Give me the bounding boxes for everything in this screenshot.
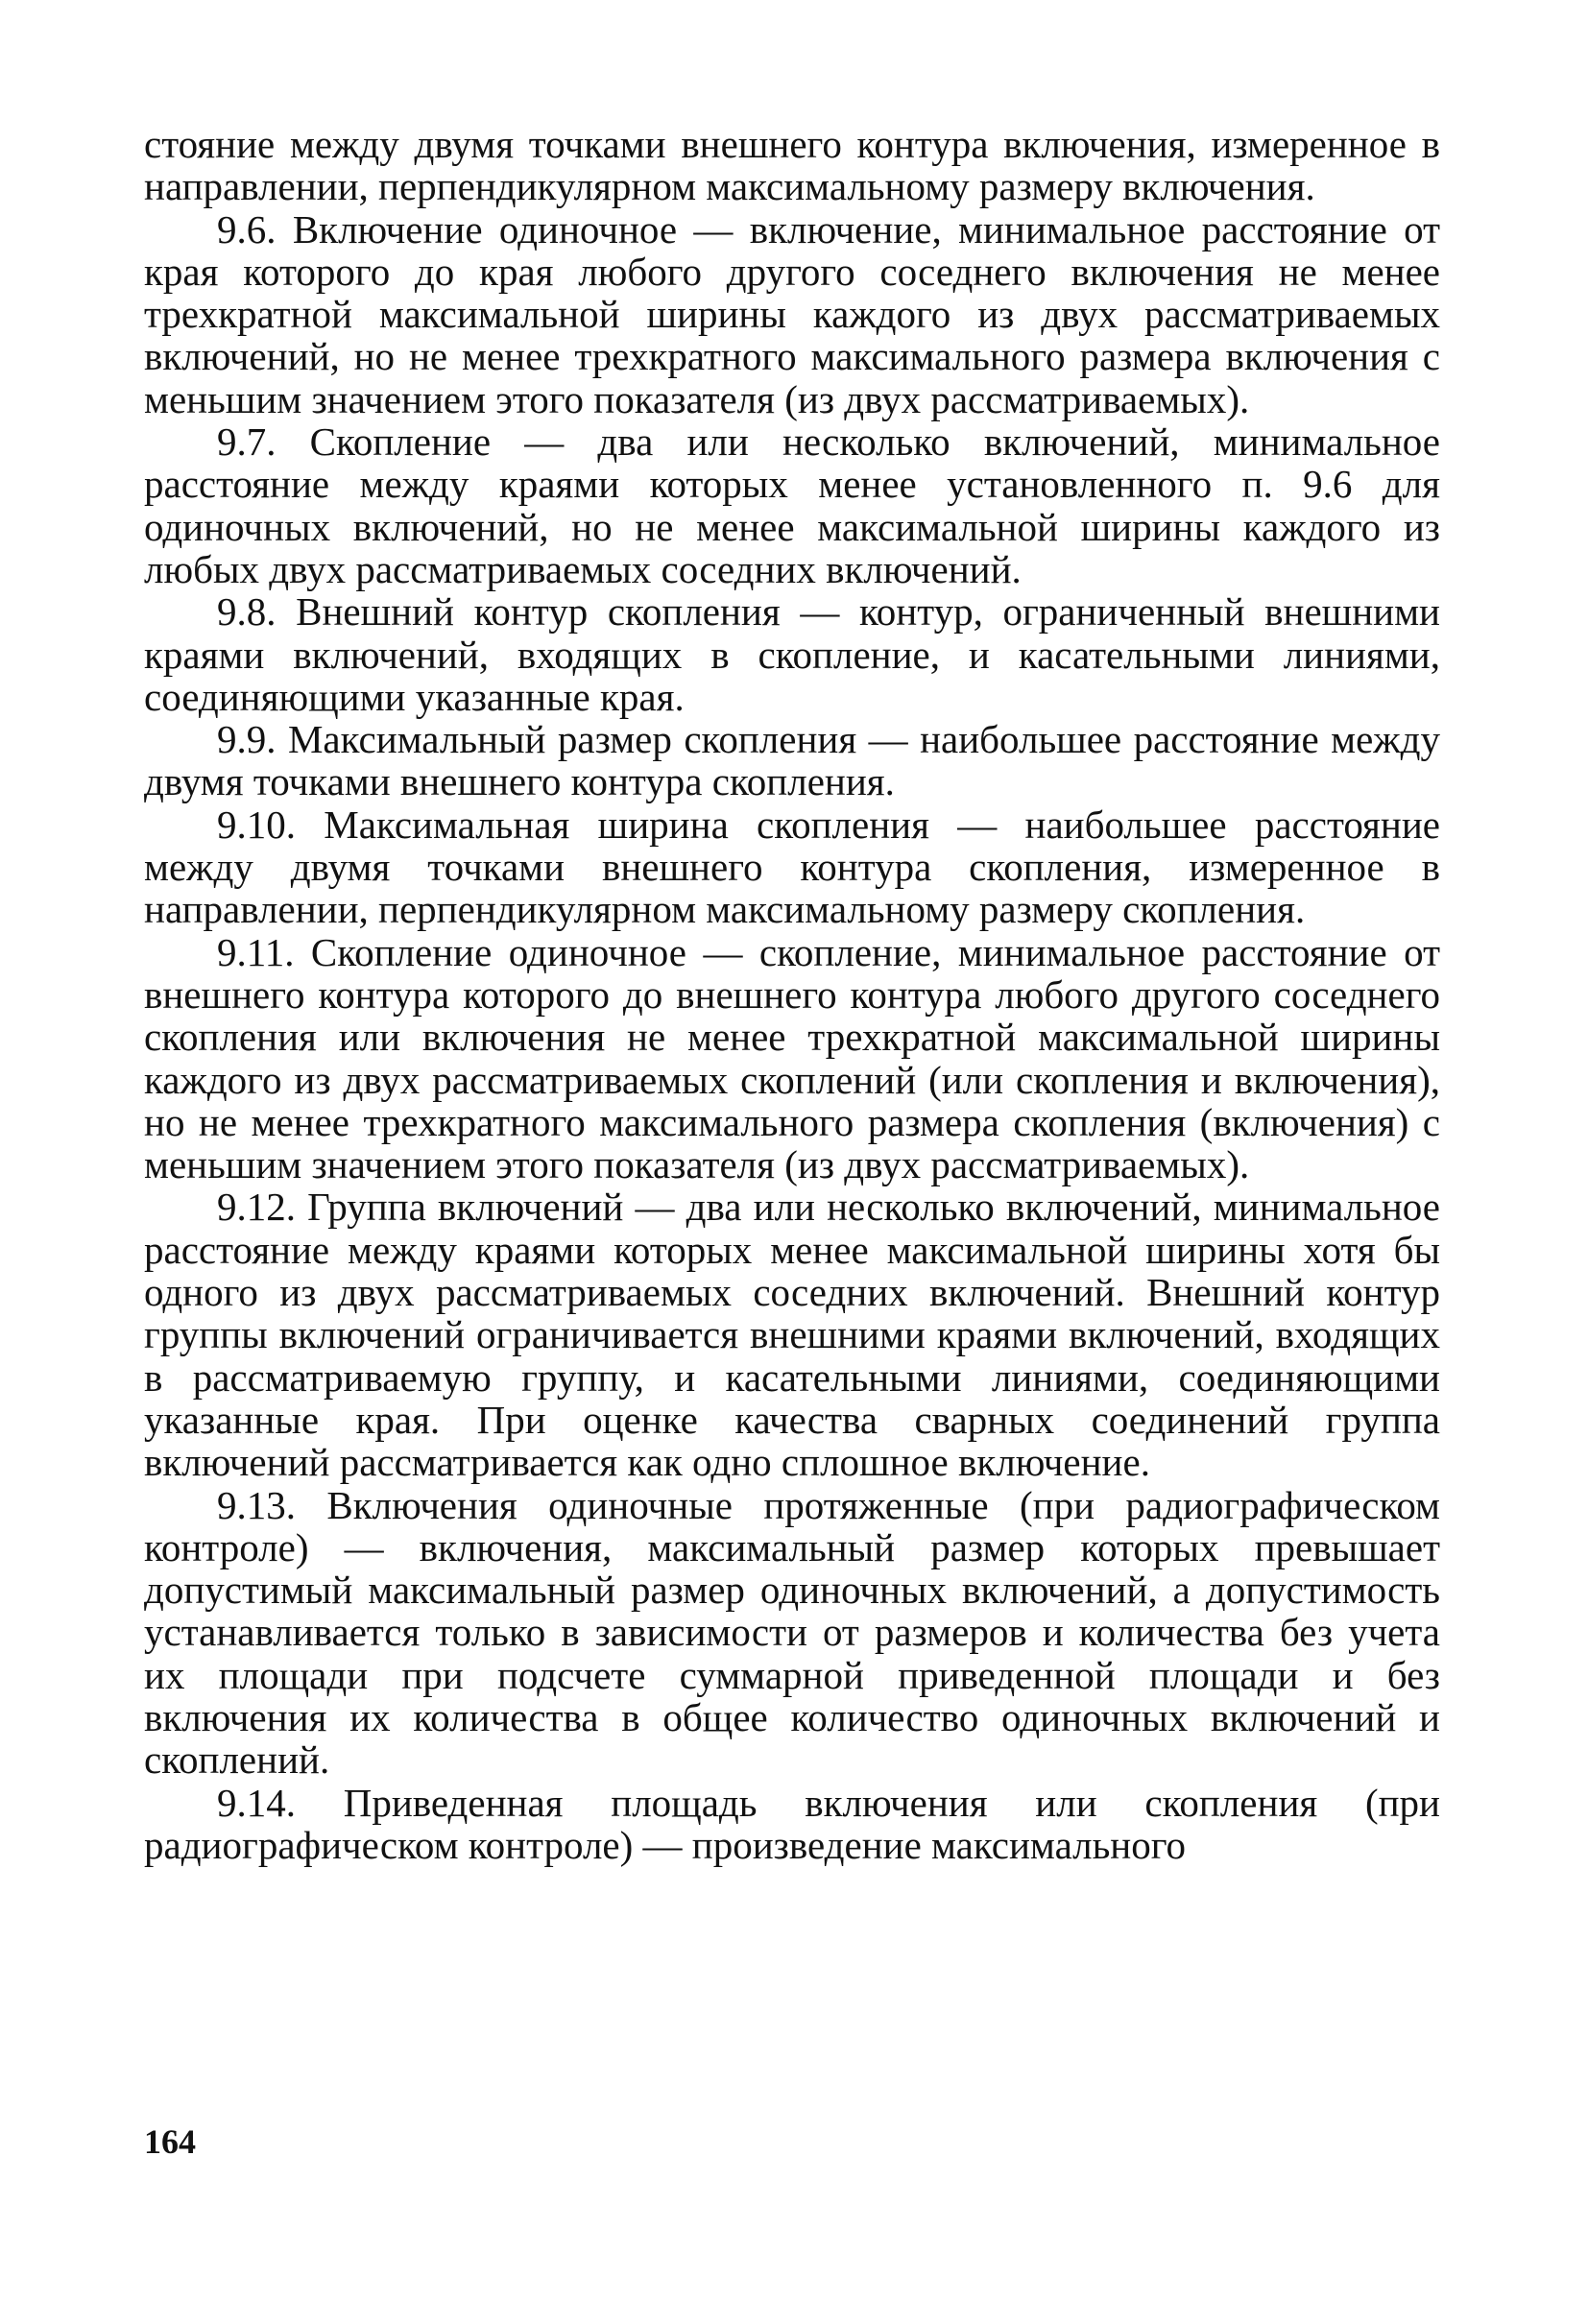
paragraph-9-12: 9.12. Группа включений — два или несколько включений, минимальное расстояние между краями которых менее максимальной ширины хотя бы одного из двух рассматриваемых соседних включений. Внешний контур группы включений ограничивается внешними краями включений, входящих в рассматриваемую группу, и касательными линиями, соединяющими указанные края. При оценке качества сварных соединений группа включений рассматривается как одно сплошное включение. xyxy=(144,1185,1440,1485)
paragraph-9-13: 9.13. Включения одиночные протяженные (при радиографическом контроле) — включения, максимальный размер которых превышает допустимый максимальный размер одиночных включений, а допустимость устанавливается только в зависимости от размеров и количества без учета их площади при подсчете суммарной приведенной площади и без включения их количества в общее количество одиночных включений и скоплений. xyxy=(144,1482,1440,1783)
page-number: 164 xyxy=(144,2122,196,2161)
paragraph-9-8: 9.8. Внешний контур скопления — контур, ограниченный внешними краями включений, входящих в скопление, и касательными линиями, соединяющими указанные края. xyxy=(144,589,1440,719)
paragraph-continuation: стояние между двумя точками внешнего контура включения, измеренное в направлении, перпендикулярном максимальному размеру включения. xyxy=(144,122,1440,209)
paragraph-9-6: 9.6. Включение одиночное — включение, минимальное расстояние от края которого до края любого другого соседнего включения не менее трехкратной максимальной ширины каждого из двух рассматриваемых включений, но не менее трехкратного максимального размера включения с меньшим значением этого показателя (из двух рассматриваемых). xyxy=(144,206,1440,421)
body-text xyxy=(144,123,1440,1866)
paragraph-9-10: 9.10. Максимальная ширина скопления — наибольшее расстояние между двумя точками внешнего контура скопления, измеренное в направлении, перпендикулярном максимальному размеру скопления. xyxy=(144,802,1440,932)
paragraph-9-11: 9.11. Скопление одиночное — скопление, минимальное расстояние от внешнего контура которого до внешнего контура любого другого соседнего скопления или включения не менее трехкратной максимальной ширины каждого из двух рассматриваемых скоплений (или скопления и включения), но не менее трехкратного максимального размера скопления (включения) с меньшим значением этого показателя (из двух рассматриваемых). xyxy=(144,929,1440,1187)
paragraph-9-14: 9.14. Приведенная площадь включения или скопления (при радиографическом контроле) — произведение максимального xyxy=(144,1780,1440,1867)
paragraph-9-7: 9.7. Скопление — два или несколько включений, минимальное расстояние между краями которых менее установленного п. 9.6 для одиночных включений, но не менее максимальной ширины каждого из любых двух рассматриваемых соседних включений. xyxy=(144,419,1440,591)
paragraph-9-9: 9.9. Максимальный размер скопления — наибольшее расстояние между двумя точками внешнего контура скопления. xyxy=(144,717,1440,804)
